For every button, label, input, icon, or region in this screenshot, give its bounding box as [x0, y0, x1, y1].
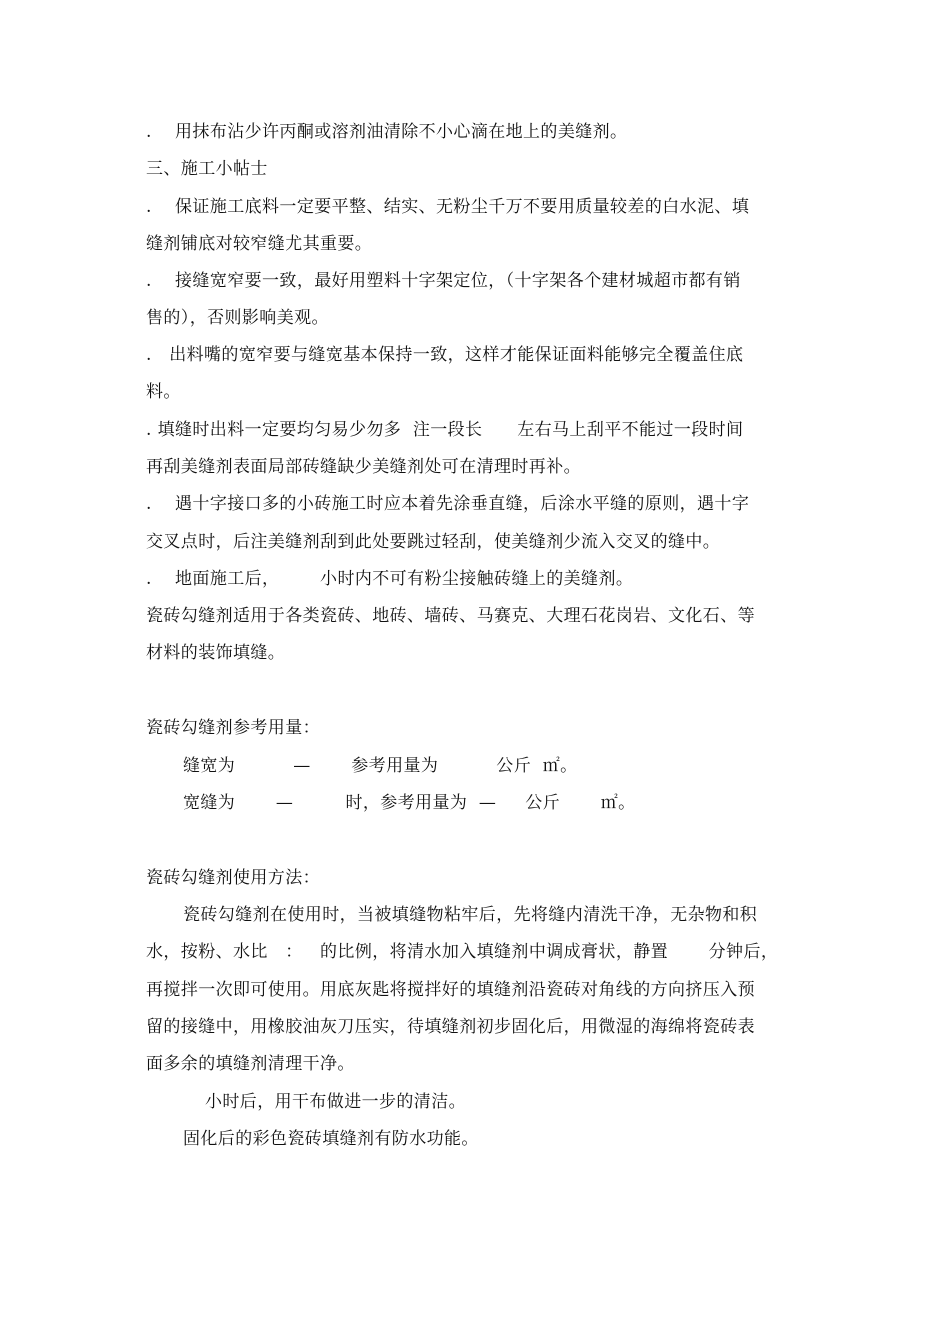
text-line: 交叉点时，后注美缝剂刮到此处要跳过轻刮，使美缝剂少流入交叉的缝中。 [146, 532, 721, 552]
text-line: . 地面施工后， 小时内不可有粉尘接触砖缝上的美缝剂。 [146, 569, 634, 589]
text-line: 缝宽为 — 参考用量为 公斤 ㎡。 [183, 756, 578, 776]
text-line: 留的接缝中，用橡胶油灰刀压实，待填缝剂初步固化后，用微湿的海绵将瓷砖表 [146, 1017, 755, 1037]
section-heading: 瓷砖勾缝剂参考用量： [146, 718, 320, 738]
text-line: . 填缝时出料一定要均匀易少勿多 注一段长 左右马上刮平不能过一段时间 [146, 420, 744, 440]
text-line: . 用抹布沾少许丙酮或溶剂油清除不小心滴在地上的美缝剂。 [146, 122, 628, 142]
text-line: 宽缝为 — 时，参考用量为 — 公斤 ㎡。 [183, 793, 636, 813]
text-line: 再搅拌一次即可使用。用底灰匙将搅拌好的填缝剂沿瓷砖对角线的方向挤压入预 [146, 980, 755, 1000]
text-line: . 接缝宽窄要一致，最好用塑料十字架定位，（十字架各个建材城超市都有销 [146, 271, 741, 291]
text-line: 面多余的填缝剂清理干净。 [146, 1054, 355, 1074]
text-line: 料。 [146, 382, 181, 402]
text-line: . 出料嘴的宽窄要与缝宽基本保持一致，这样才能保证面料能够完全覆盖住底 [146, 345, 744, 365]
section-heading: 三、施工小帖士 [146, 159, 268, 179]
text-line: 小时后，用干布做进一步的清洁。 [205, 1092, 466, 1112]
text-line: 售的），否则影响美观。 [146, 308, 329, 328]
text-line: 材料的装饰填缝。 [146, 643, 286, 663]
text-line: 缝剂铺底对较窄缝尤其重要。 [146, 234, 373, 254]
text-line: 瓷砖勾缝剂在使用时，当被填缝物粘牢后，先将缝内清洗干净，无杂物和积 [183, 905, 758, 925]
text-line: . 保证施工底料一定要平整、结实、无粉尘千万不要用质量较差的白水泥、填 [146, 197, 750, 217]
text-line: . 遇十字接口多的小砖施工时应本着先涂垂直缝，后涂水平缝的原则，遇十字 [146, 494, 750, 514]
section-heading: 瓷砖勾缝剂使用方法： [146, 868, 320, 888]
text-line: 再刮美缝剂表面局部砖缝缺少美缝剂处可在清理时再补。 [146, 457, 581, 477]
text-line: 瓷砖勾缝剂适用于各类瓷砖、地砖、墙砖、马赛克、大理石花岗岩、文化石、等 [146, 606, 755, 626]
text-line: 水，按粉、水比 ： 的比例，将清水加入填缝剂中调成膏状，静置 分钟后， [146, 942, 779, 962]
text-line: 固化后的彩色瓷砖填缝剂有防水功能。 [183, 1129, 479, 1149]
